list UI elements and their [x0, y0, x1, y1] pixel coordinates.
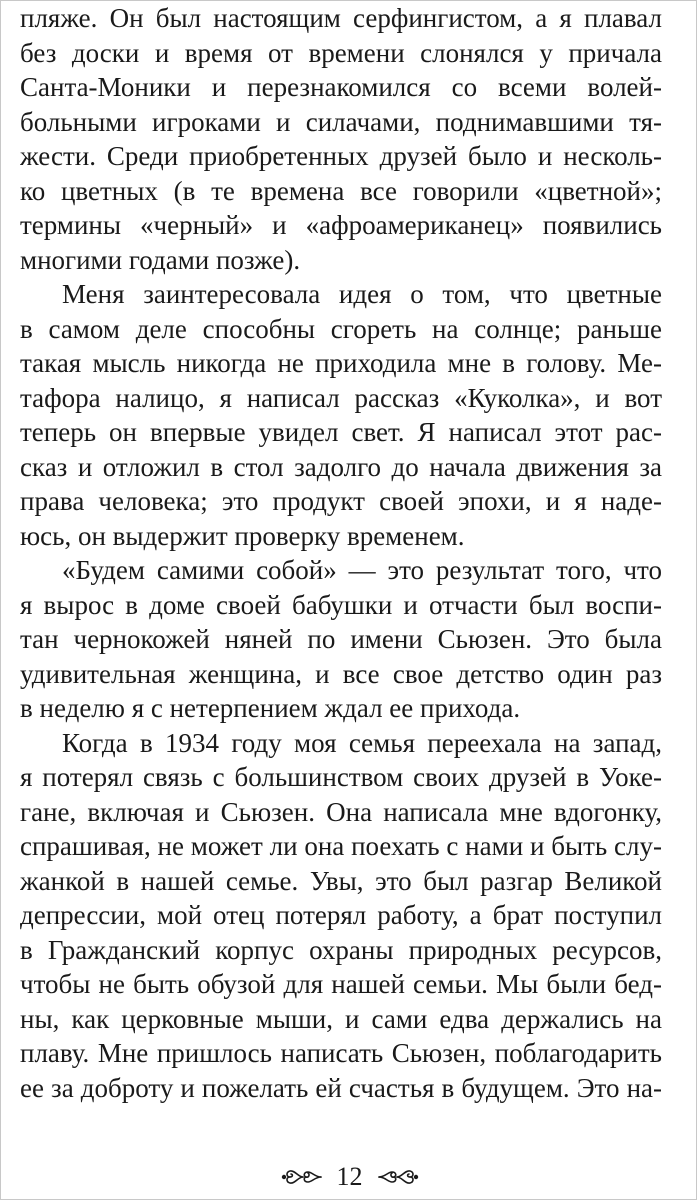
page-footer	[1, 1159, 697, 1195]
text-line: такая мысль никогда не приходила мне в голову. Ме-	[20, 348, 662, 378]
text-line: теперь он впервые увидел свет. Я написал этот рас-	[20, 417, 662, 447]
text-line: плаву. Мне пришлось написать Сьюзен, поблагодарить	[20, 1038, 662, 1068]
text-line: жанкой в нашей семье. Увы, это был разгар Великой	[20, 865, 662, 896]
text-line: ны, как церковные мыши, и сами едва держались на	[20, 1003, 662, 1034]
text-line: жести. Среди приобретенных друзей было и несколь-	[20, 141, 662, 171]
text-line: в Гражданский корпус охраны природных ресурсов,	[20, 934, 662, 965]
text-line: юсь, он выдержит проверку временем.	[20, 520, 465, 551]
text-line: «Будем самими собой» — это результат того, что	[62, 555, 662, 585]
text-line: термины «черный» и «афроамериканец» появились	[20, 210, 662, 240]
text-line: тафора налицо, я написал рассказ «Куколка», и вот	[20, 382, 662, 413]
text-line: многими годами позже).	[20, 244, 301, 275]
text-line: спрашивая, не может ли она поехать с нами и быть слу-	[20, 831, 662, 861]
text-line: Когда в 1934 году моя семья переехала на запад,	[62, 727, 662, 758]
text-line: чтобы не быть обузой для нашей семьи. Мы были бед-	[20, 969, 662, 999]
text-line: Санта-Моники и перезнакомился со всеми волей-	[20, 72, 662, 102]
text-line: сказ и отложил в стол задолго до начала движения за	[20, 451, 662, 482]
left-ornament-icon	[281, 1164, 325, 1190]
text-line: ко цветных (в те времена все говорили «цветной»;	[20, 175, 662, 206]
text-line: в самом деле способны сгореть на солнце; раньше	[20, 313, 662, 344]
text-line: пляже. Он был настоящим серфингистом, а я плавал	[20, 3, 662, 33]
text-line: удивительная женщина, и все свое детство один раз	[20, 658, 662, 689]
text-line: ее за доброту и пожелать ей счастья в будущем. Это на-	[20, 1072, 662, 1103]
text-line: я потерял связь с большинством своих друзей в Уоке-	[20, 762, 662, 792]
body-text	[20, 1, 662, 1105]
text-line: без доски и время от времени слонялся у причала	[20, 37, 662, 68]
text-line: я вырос в доме своей бабушки и отчасти был воспи-	[20, 589, 662, 620]
right-ornament-icon	[375, 1164, 419, 1190]
text-line: тан чернокожей няней по имени Сьюзен. Это была	[20, 624, 662, 654]
page-number: 12	[336, 1162, 363, 1191]
text-line: в неделю я с нетерпением ждал ее прихода.	[20, 693, 521, 723]
text-line: гане, включая и Сьюзен. Она написала мне вдогонку,	[20, 796, 662, 827]
text-line: больными игроками и силачами, поднимавшими тя-	[20, 106, 662, 137]
text-line: депрессии, мой отец потерял работу, а брат поступил	[20, 900, 662, 930]
text-line: права человека; это продукт своей эпохи, и я наде-	[20, 486, 662, 516]
text-line: Меня заинтересовала идея о том, что цветные	[62, 279, 662, 309]
